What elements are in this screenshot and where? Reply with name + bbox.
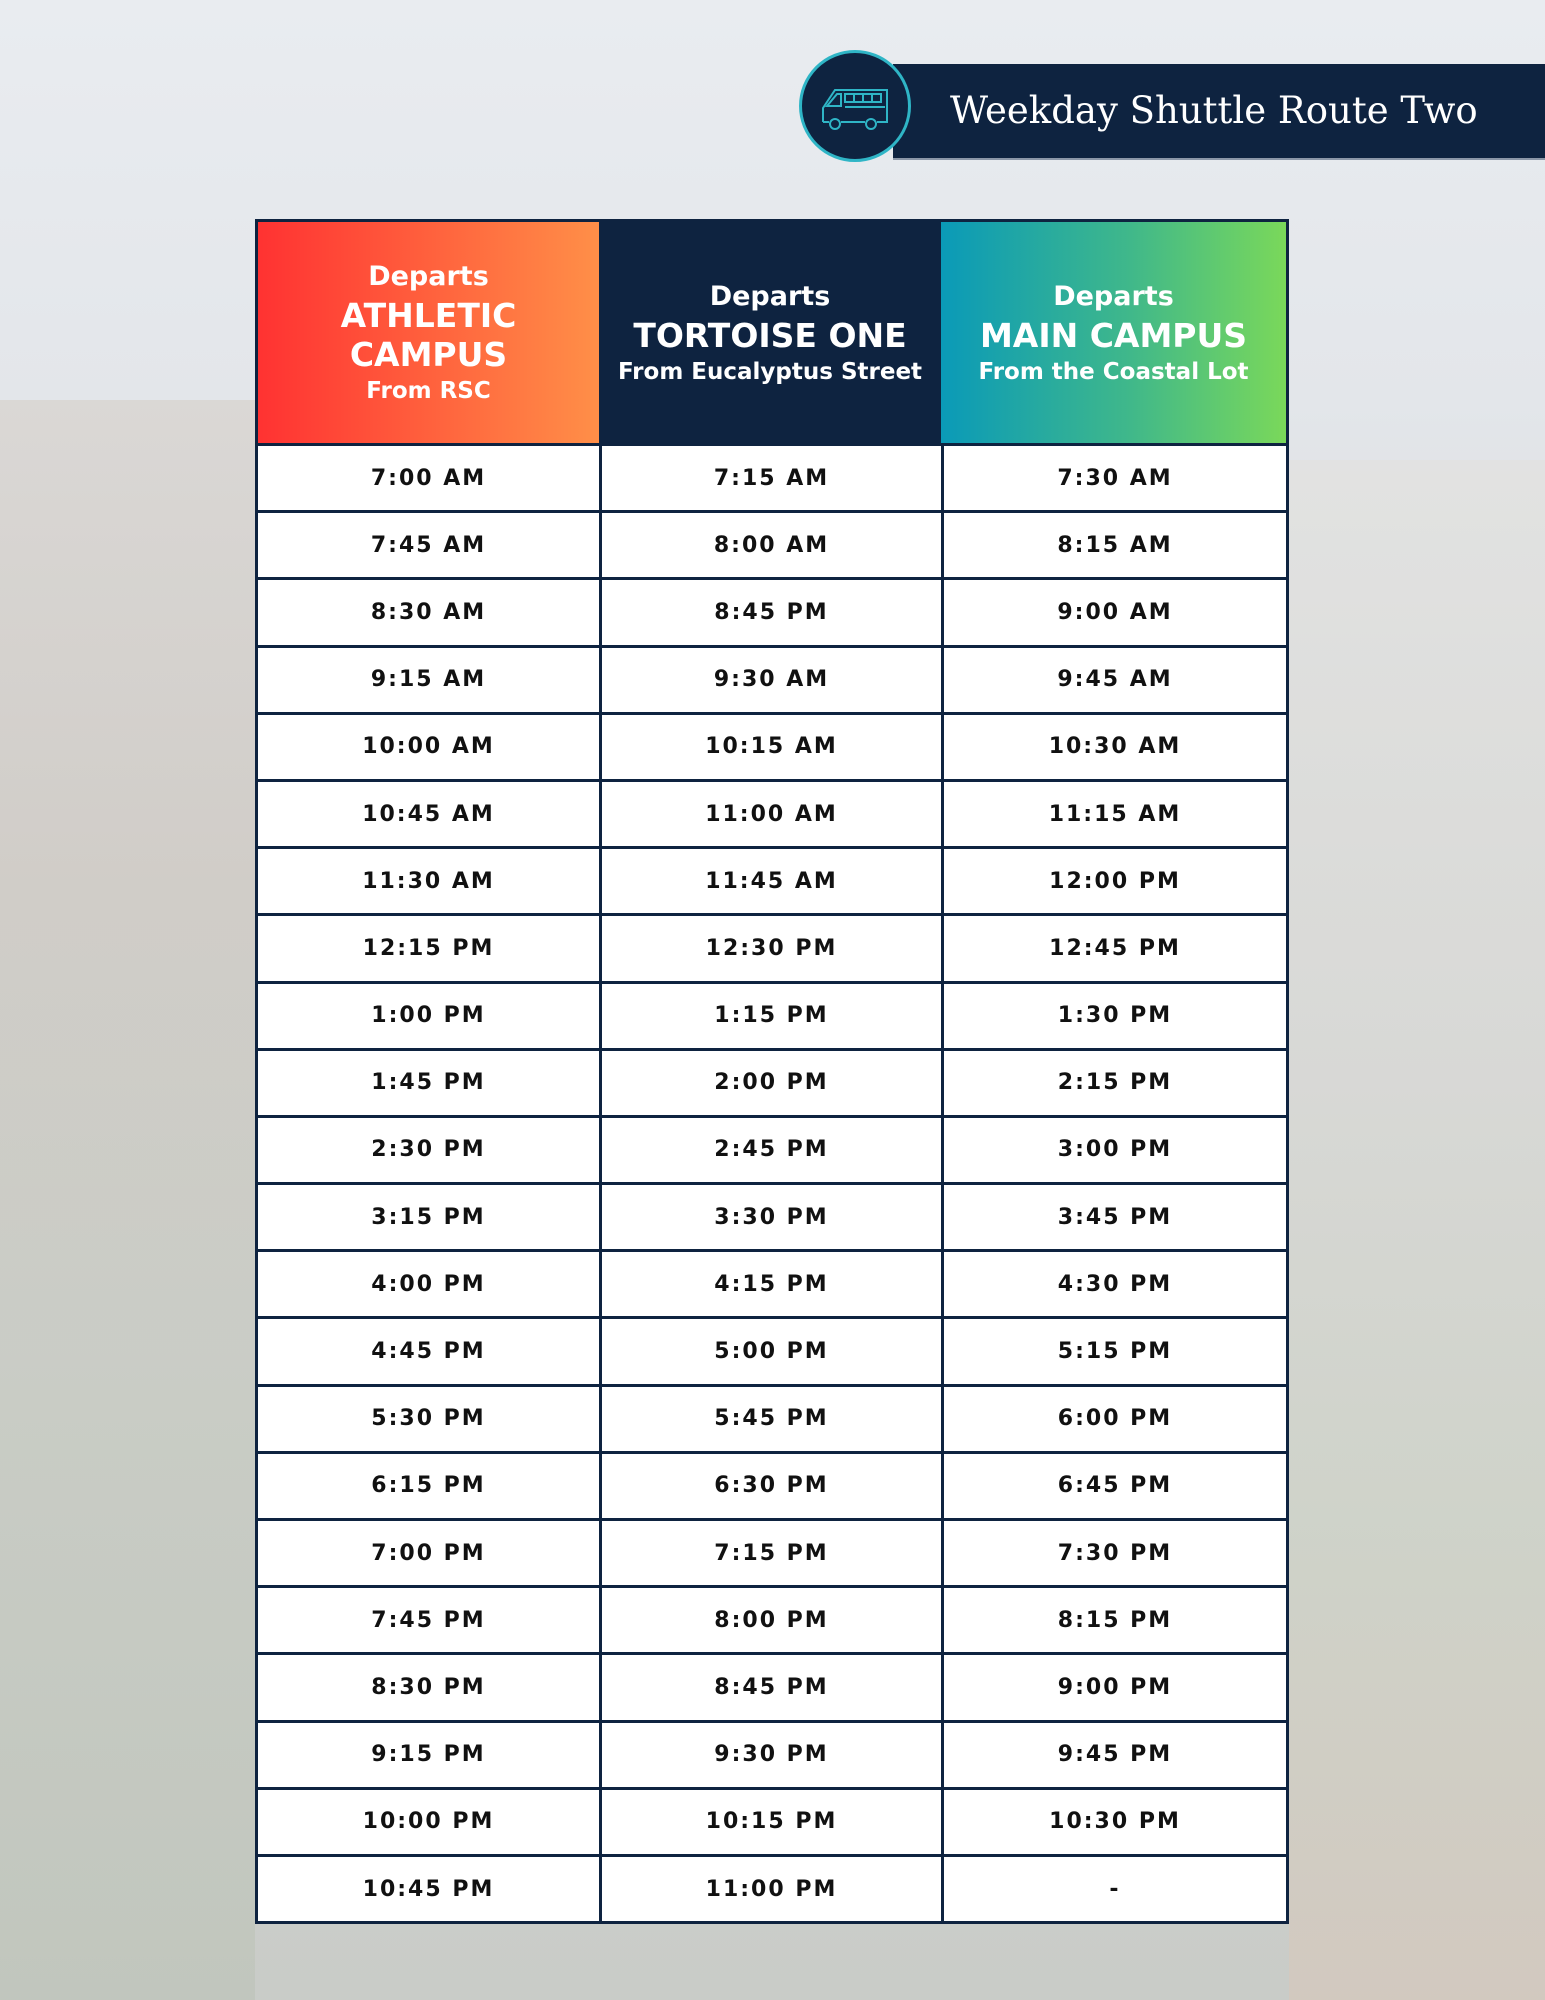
time-cell: 5:45 PM	[599, 1387, 941, 1451]
time-cell: 2:00 PM	[599, 1051, 941, 1115]
time-cell: 1:45 PM	[258, 1051, 599, 1115]
time-cell: 7:30 PM	[941, 1521, 1286, 1585]
time-cell: 10:30 PM	[941, 1790, 1286, 1854]
header-from: From Eucalyptus Street	[617, 358, 923, 385]
time-cell: 11:00 AM	[599, 782, 941, 846]
table-row	[258, 1249, 1286, 1316]
time-cell: 7:45 AM	[258, 513, 599, 577]
time-cell: 9:15 AM	[258, 648, 599, 712]
page-title: Weekday Shuttle Route Two	[950, 89, 1478, 132]
schedule-table	[255, 219, 1289, 1924]
time-cell: 2:30 PM	[258, 1118, 599, 1182]
header-location: MAIN CAMPUS	[979, 315, 1248, 355]
time-cell: 10:30 AM	[941, 715, 1286, 779]
time-cell: 8:30 AM	[258, 580, 599, 644]
time-cell: 6:15 PM	[258, 1454, 599, 1518]
time-cell: 10:00 PM	[258, 1790, 599, 1854]
table-row	[258, 1787, 1286, 1854]
header-main-campus	[941, 222, 1286, 443]
table-row	[258, 913, 1286, 980]
time-cell: 9:45 PM	[941, 1723, 1286, 1787]
time-cell: 4:00 PM	[258, 1252, 599, 1316]
table-header	[258, 222, 1286, 443]
table-row	[258, 846, 1286, 913]
time-cell: 1:00 PM	[258, 984, 599, 1048]
table-row	[258, 443, 1286, 510]
time-cell: 12:30 PM	[599, 916, 941, 980]
header-location: TORTOISE ONE	[633, 315, 907, 355]
table-row	[258, 1854, 1286, 1921]
header-departs: Departs	[709, 280, 831, 312]
table-row	[258, 1316, 1286, 1383]
time-cell: 9:45 AM	[941, 648, 1286, 712]
time-cell: 12:00 PM	[941, 849, 1286, 913]
time-cell: 10:00 AM	[258, 715, 599, 779]
time-cell: 8:00 AM	[599, 513, 941, 577]
table-row	[258, 645, 1286, 712]
time-cell: 3:30 PM	[599, 1185, 941, 1249]
table-row	[258, 1720, 1286, 1787]
time-cell: 6:00 PM	[941, 1387, 1286, 1451]
table-row	[258, 1384, 1286, 1451]
time-cell: 9:30 AM	[599, 648, 941, 712]
time-cell: 9:00 PM	[941, 1655, 1286, 1719]
shuttle-van-icon	[799, 50, 911, 162]
header-from: From the Coastal Lot	[978, 358, 1249, 385]
time-cell: 3:45 PM	[941, 1185, 1286, 1249]
time-cell: 5:30 PM	[258, 1387, 599, 1451]
table-row	[258, 981, 1286, 1048]
background-photo-left	[0, 400, 255, 2000]
time-cell: 5:00 PM	[599, 1319, 941, 1383]
header-tortoise-one	[599, 222, 941, 443]
time-cell: 3:15 PM	[258, 1185, 599, 1249]
time-cell: 6:30 PM	[599, 1454, 941, 1518]
time-cell: 10:15 AM	[599, 715, 941, 779]
time-cell: 7:15 AM	[599, 446, 941, 510]
table-row	[258, 510, 1286, 577]
time-cell: 12:45 PM	[941, 916, 1286, 980]
time-cell: 8:45 PM	[599, 1655, 941, 1719]
time-cell: 8:15 PM	[941, 1588, 1286, 1652]
time-cell: 7:30 AM	[941, 446, 1286, 510]
header-departs: Departs	[1053, 280, 1174, 312]
header-from: From RSC	[366, 378, 491, 404]
time-cell: 8:30 PM	[258, 1655, 599, 1719]
time-cell: 7:15 PM	[599, 1521, 941, 1585]
time-cell: 7:00 PM	[258, 1521, 599, 1585]
time-cell: 10:15 PM	[599, 1790, 941, 1854]
table-row	[258, 1182, 1286, 1249]
time-cell: 2:45 PM	[599, 1118, 941, 1182]
time-cell: 6:45 PM	[941, 1454, 1286, 1518]
header-location: ATHLETIC CAMPUS	[340, 296, 517, 374]
table-row	[258, 1115, 1286, 1182]
time-cell: 3:00 PM	[941, 1118, 1286, 1182]
time-cell: 9:00 AM	[941, 580, 1286, 644]
time-cell: 5:15 PM	[941, 1319, 1286, 1383]
time-cell: 4:15 PM	[599, 1252, 941, 1316]
time-cell: 9:30 PM	[599, 1723, 941, 1787]
time-cell: 11:30 AM	[258, 849, 599, 913]
time-cell: 11:45 AM	[599, 849, 941, 913]
table-row	[258, 712, 1286, 779]
time-cell: 1:15 PM	[599, 984, 941, 1048]
table-row	[258, 1518, 1286, 1585]
time-cell: 9:15 PM	[258, 1723, 599, 1787]
time-cell: 4:30 PM	[941, 1252, 1286, 1316]
background-photo-right	[1289, 460, 1545, 2000]
time-cell: 8:00 PM	[599, 1588, 941, 1652]
time-cell: 4:45 PM	[258, 1319, 599, 1383]
header-departs: Departs	[368, 261, 489, 292]
table-row	[258, 1451, 1286, 1518]
time-cell: 1:30 PM	[941, 984, 1286, 1048]
time-cell: 7:45 PM	[258, 1588, 599, 1652]
time-cell: 8:45 PM	[599, 580, 941, 644]
time-cell: 11:00 PM	[599, 1857, 941, 1921]
time-cell: 10:45 AM	[258, 782, 599, 846]
time-cell: 11:15 AM	[941, 782, 1286, 846]
time-cell: 12:15 PM	[258, 916, 599, 980]
table-row	[258, 779, 1286, 846]
table-row	[258, 577, 1286, 644]
time-cell: 7:00 AM	[258, 446, 599, 510]
time-cell: -	[941, 1857, 1286, 1921]
header-athletic-campus	[258, 222, 599, 443]
table-row	[258, 1585, 1286, 1652]
time-cell: 10:45 PM	[258, 1857, 599, 1921]
time-cell: 2:15 PM	[941, 1051, 1286, 1115]
table-row	[258, 1048, 1286, 1115]
table-row	[258, 1652, 1286, 1719]
time-cell: 8:15 AM	[941, 513, 1286, 577]
